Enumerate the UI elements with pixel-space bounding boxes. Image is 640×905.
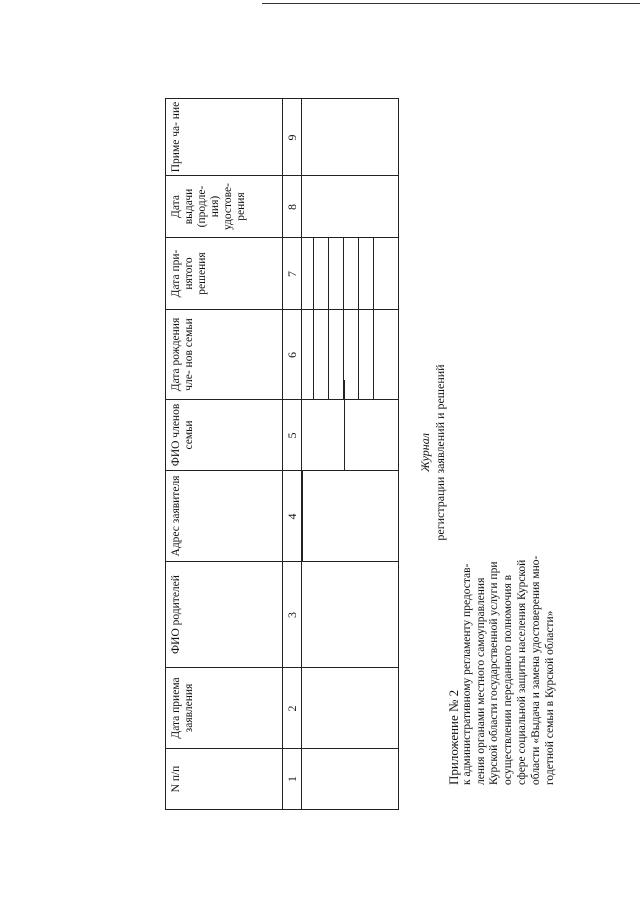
appendix-line: к административному регламенту предостав- <box>460 563 473 785</box>
row-line <box>313 238 314 400</box>
row-line <box>358 238 359 400</box>
row-line <box>302 471 303 562</box>
column-number: 2 <box>285 705 299 712</box>
column-number: 5 <box>285 432 299 439</box>
header-cell-3: ФИО родителей <box>170 575 182 654</box>
header-cell-8: Дата выдачи (продле- ния) удостове- рения <box>170 183 247 230</box>
row-line <box>373 238 374 400</box>
appendix-line: области «Выдача и замена удостоверения мно- <box>529 555 542 785</box>
appendix-line: годетной семьи в Курской области» <box>543 610 556 785</box>
header-cell-5: ФИО членов семьи <box>170 403 195 467</box>
header-cell-6: Дата рождения чле- нов семьи <box>170 317 195 392</box>
appendix-line: Курской области государственной услуги при <box>488 561 501 785</box>
column-number: 9 <box>285 134 299 141</box>
column-number: 3 <box>285 612 299 618</box>
header-cell-9: Приме ча- ние <box>170 101 182 173</box>
header-cell-1: N п/п <box>170 765 182 793</box>
header-cell-4: Адрес заявителя <box>170 475 182 557</box>
registration-table <box>165 98 399 810</box>
column-number: 1 <box>285 776 299 782</box>
header-bottom-line <box>282 99 283 809</box>
header-cell-2: Дата приема заявления <box>170 677 195 739</box>
row-line <box>344 380 345 471</box>
column-number: 6 <box>285 352 299 358</box>
appendix-line: сфере социальной защиты населения Курской <box>515 559 528 785</box>
row-line <box>328 238 329 400</box>
column-number: 7 <box>285 271 299 277</box>
column-number: 8 <box>285 204 299 210</box>
column-number: 4 <box>285 513 299 520</box>
header-cell-7: Дата при- нятого решения <box>170 249 208 298</box>
appendix-block <box>447 440 557 785</box>
journal-subtitle: регистрации заявлений и решений <box>433 364 447 541</box>
number-row-bottom-line <box>301 99 302 809</box>
row-line <box>343 238 344 400</box>
appendix-number: Приложение № 2 <box>446 689 461 785</box>
appendix-line: ления органами местного самоуправления <box>474 577 487 785</box>
journal-title: Журнал <box>418 433 432 472</box>
appendix-line: осуществлении переданного полномочия в <box>502 574 515 785</box>
